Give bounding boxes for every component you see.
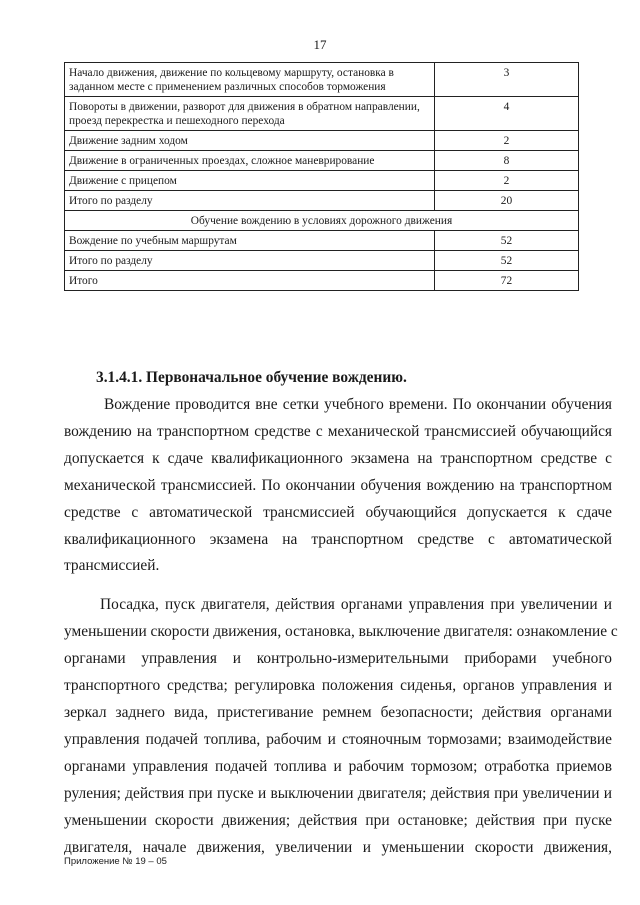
paragraph-line: зеркал заднего вида, пристегивание ремнем безопасности; действия органами [64,703,612,721]
topic-cell: Движение задним ходом [65,131,435,151]
hours-cell: 52 [435,231,579,251]
body-text [64,392,618,861]
paragraph-line: Посадка, пуск двигателя, действия органами управления при увеличении и [100,596,612,614]
paragraph-line: квалификационного экзамена на транспортном средстве с автоматической [64,530,612,548]
topic-cell: Движение с прицепом [65,171,435,191]
table-row [65,171,579,191]
paragraph-line: уменьшении скорости движения, остановка, выключение двигателя: ознакомление с [64,623,618,641]
table-row [65,191,579,211]
hours-cell: 72 [435,271,579,291]
paragraph-line: транспортного средства; регулировка положения сиденья, органов управления и [64,677,612,695]
paragraph-line: Вождение проводится вне сетки учебного времени. По окончании обучения [104,396,612,413]
topic-cell: Вождение по учебным маршрутам [65,231,435,251]
paragraph-line: средстве с автоматической трансмиссией обучающийся допускается к сдаче [64,503,612,521]
topic-cell: Итого по разделу [65,191,435,211]
topic-cell: Повороты в движении, разворот для движения в обратном направлении, проезд перекрестка и пешеходного перехода [65,97,435,131]
table-row [65,63,579,97]
section-heading: 3.1.4.1. Первоначальное обучение вождению. [96,369,407,386]
topic-cell: Начало движения, движение по кольцевому маршруту, остановка в заданном месте с применением различных способов торможения [65,63,435,97]
paragraph-line: управления подачей топлива, рабочим и стояночным тормозами; взаимодействие [64,730,612,748]
hours-cell: 8 [435,151,579,171]
table-row [65,97,579,131]
table-row [65,131,579,151]
hours-cell: 2 [435,171,579,191]
paragraph-line: руления; действия при пуске и выключении двигателя; действия при увеличении и [64,784,612,802]
topic-cell: Итого [65,271,435,291]
training-hours-table [64,62,579,291]
hours-cell: 4 [435,97,579,131]
paragraph-line: трансмиссией. [64,557,160,575]
paragraph-line: механической трансмиссией. По окончании обучения вождению на транспортном [64,476,612,494]
paragraph-line: уменьшении скорости движения; действия при остановке; действия при пуске [64,811,612,829]
hours-cell: 2 [435,131,579,151]
table-row [65,271,579,291]
paragraph-gap [64,580,612,592]
hours-cell: 52 [435,251,579,271]
paragraph-line: вождению на транспортном средстве с механической трансмиссией обучающийся [64,422,612,440]
paragraph-line: двигателя, начале движения, увеличении и уменьшении скорости движения, [64,838,612,856]
section-header-cell: Обучение вождению в условиях дорожного движения [65,211,579,231]
table-row [65,251,579,271]
table-row [65,231,579,251]
section-header-row [65,211,579,231]
topic-cell: Движение в ограниченных проездах, сложное маневрирование [65,151,435,171]
paragraph-line: допускается к сдаче квалификационного экзамена на транспортном средстве с [64,449,612,467]
topic-cell: Итого по разделу [65,251,435,271]
paragraph-line: органами управления подачей топлива и рабочим тормозом; отработка приемов [64,757,612,775]
page-number: 17 [313,37,327,52]
paragraph-line: органами управления и контрольно-измерительными приборами учебного [64,650,612,668]
page-footer: Приложение № 19 – 05 [64,856,167,867]
hours-cell: 20 [435,191,579,211]
table-row [65,151,579,171]
hours-cell: 3 [435,63,579,97]
